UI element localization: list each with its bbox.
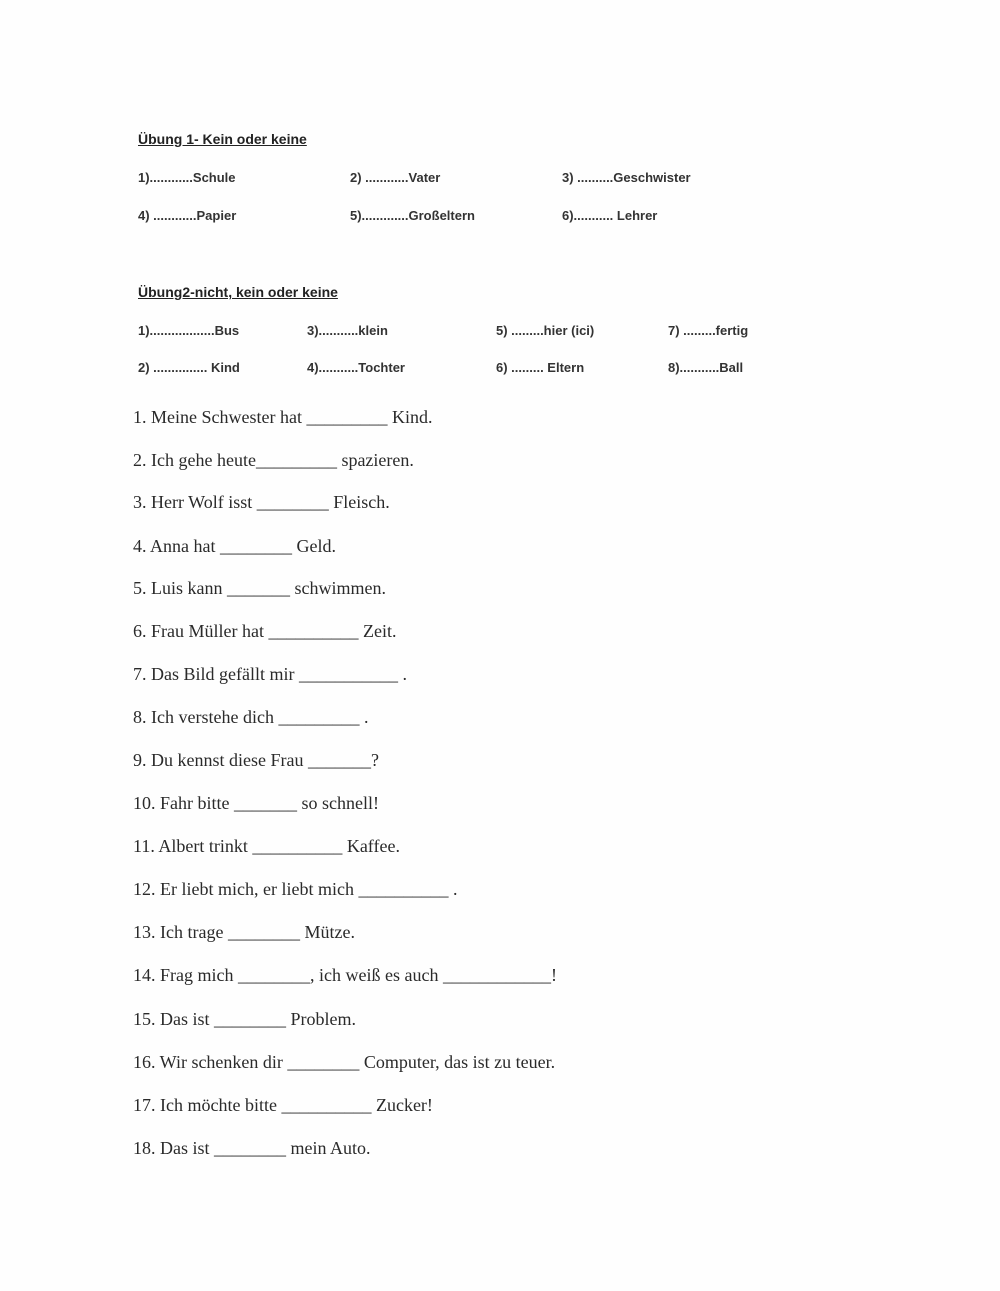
exercise2-item: 1)..................Bus [138, 323, 240, 338]
exercise2-item: 2) ............... Kind [138, 360, 240, 375]
exercise1-item: 4) ............Papier [138, 208, 237, 223]
sentence-10: 10. Fahr bitte _______ so schnell! [133, 793, 379, 813]
sentence-17: 17. Ich möchte bitte __________ Zucker! [133, 1095, 433, 1115]
sentence-15: 15. Das ist ________ Problem. [133, 1009, 356, 1029]
sentence-12: 12. Er liebt mich, er liebt mich __________ . [133, 879, 458, 899]
exercise1-item: 5).............Großeltern [350, 208, 475, 223]
exercise2-item: 5) .........hier (ici) [496, 323, 595, 338]
exercise2-item: 4)...........Tochter [307, 360, 405, 375]
exercise2-item: 8)...........Ball [668, 360, 744, 375]
exercise1-title: Übung 1- Kein oder keine [138, 131, 307, 147]
sentence-13: 13. Ich trage ________ Mütze. [133, 922, 355, 942]
sentence-5: 5. Luis kann _______ schwimmen. [133, 578, 386, 598]
sentence-3: 3. Herr Wolf isst ________ Fleisch. [133, 492, 390, 512]
exercise1-item: 3) ..........Geschwister [562, 170, 691, 185]
sentence-7: 7. Das Bild gefällt mir ___________ . [133, 664, 407, 684]
exercise2-item: 3)...........klein [307, 323, 388, 338]
sentence-16: 16. Wir schenken dir ________ Computer, das ist zu teuer. [133, 1052, 556, 1072]
exercise2-item: 6) ......... Eltern [496, 360, 585, 375]
exercise1-item: 1)............Schule [138, 170, 236, 185]
sentence-1: 1. Meine Schwester hat _________ Kind. [133, 407, 433, 427]
sentence-4: 4. Anna hat ________ Geld. [133, 536, 336, 556]
sentence-8: 8. Ich verstehe dich _________ . [133, 707, 369, 727]
sentence-14: 14. Frag mich ________, ich weiß es auch ____________! [133, 965, 557, 985]
exercise2-title: Übung2-nicht, kein oder keine [138, 284, 338, 300]
sentence-9: 9. Du kennst diese Frau _______? [133, 750, 379, 770]
sentence-2: 2. Ich gehe heute_________ spazieren. [133, 450, 414, 470]
sentence-18: 18. Das ist ________ mein Auto. [133, 1138, 371, 1158]
sentence-11: 11. Albert trinkt __________ Kaffee. [133, 836, 400, 856]
exercise1-item: 6)........... Lehrer [562, 208, 658, 223]
sentence-6: 6. Frau Müller hat __________ Zeit. [133, 621, 397, 641]
exercise2-item: 7) .........fertig [668, 323, 749, 338]
exercise1-item: 2) ............Vater [350, 170, 441, 185]
